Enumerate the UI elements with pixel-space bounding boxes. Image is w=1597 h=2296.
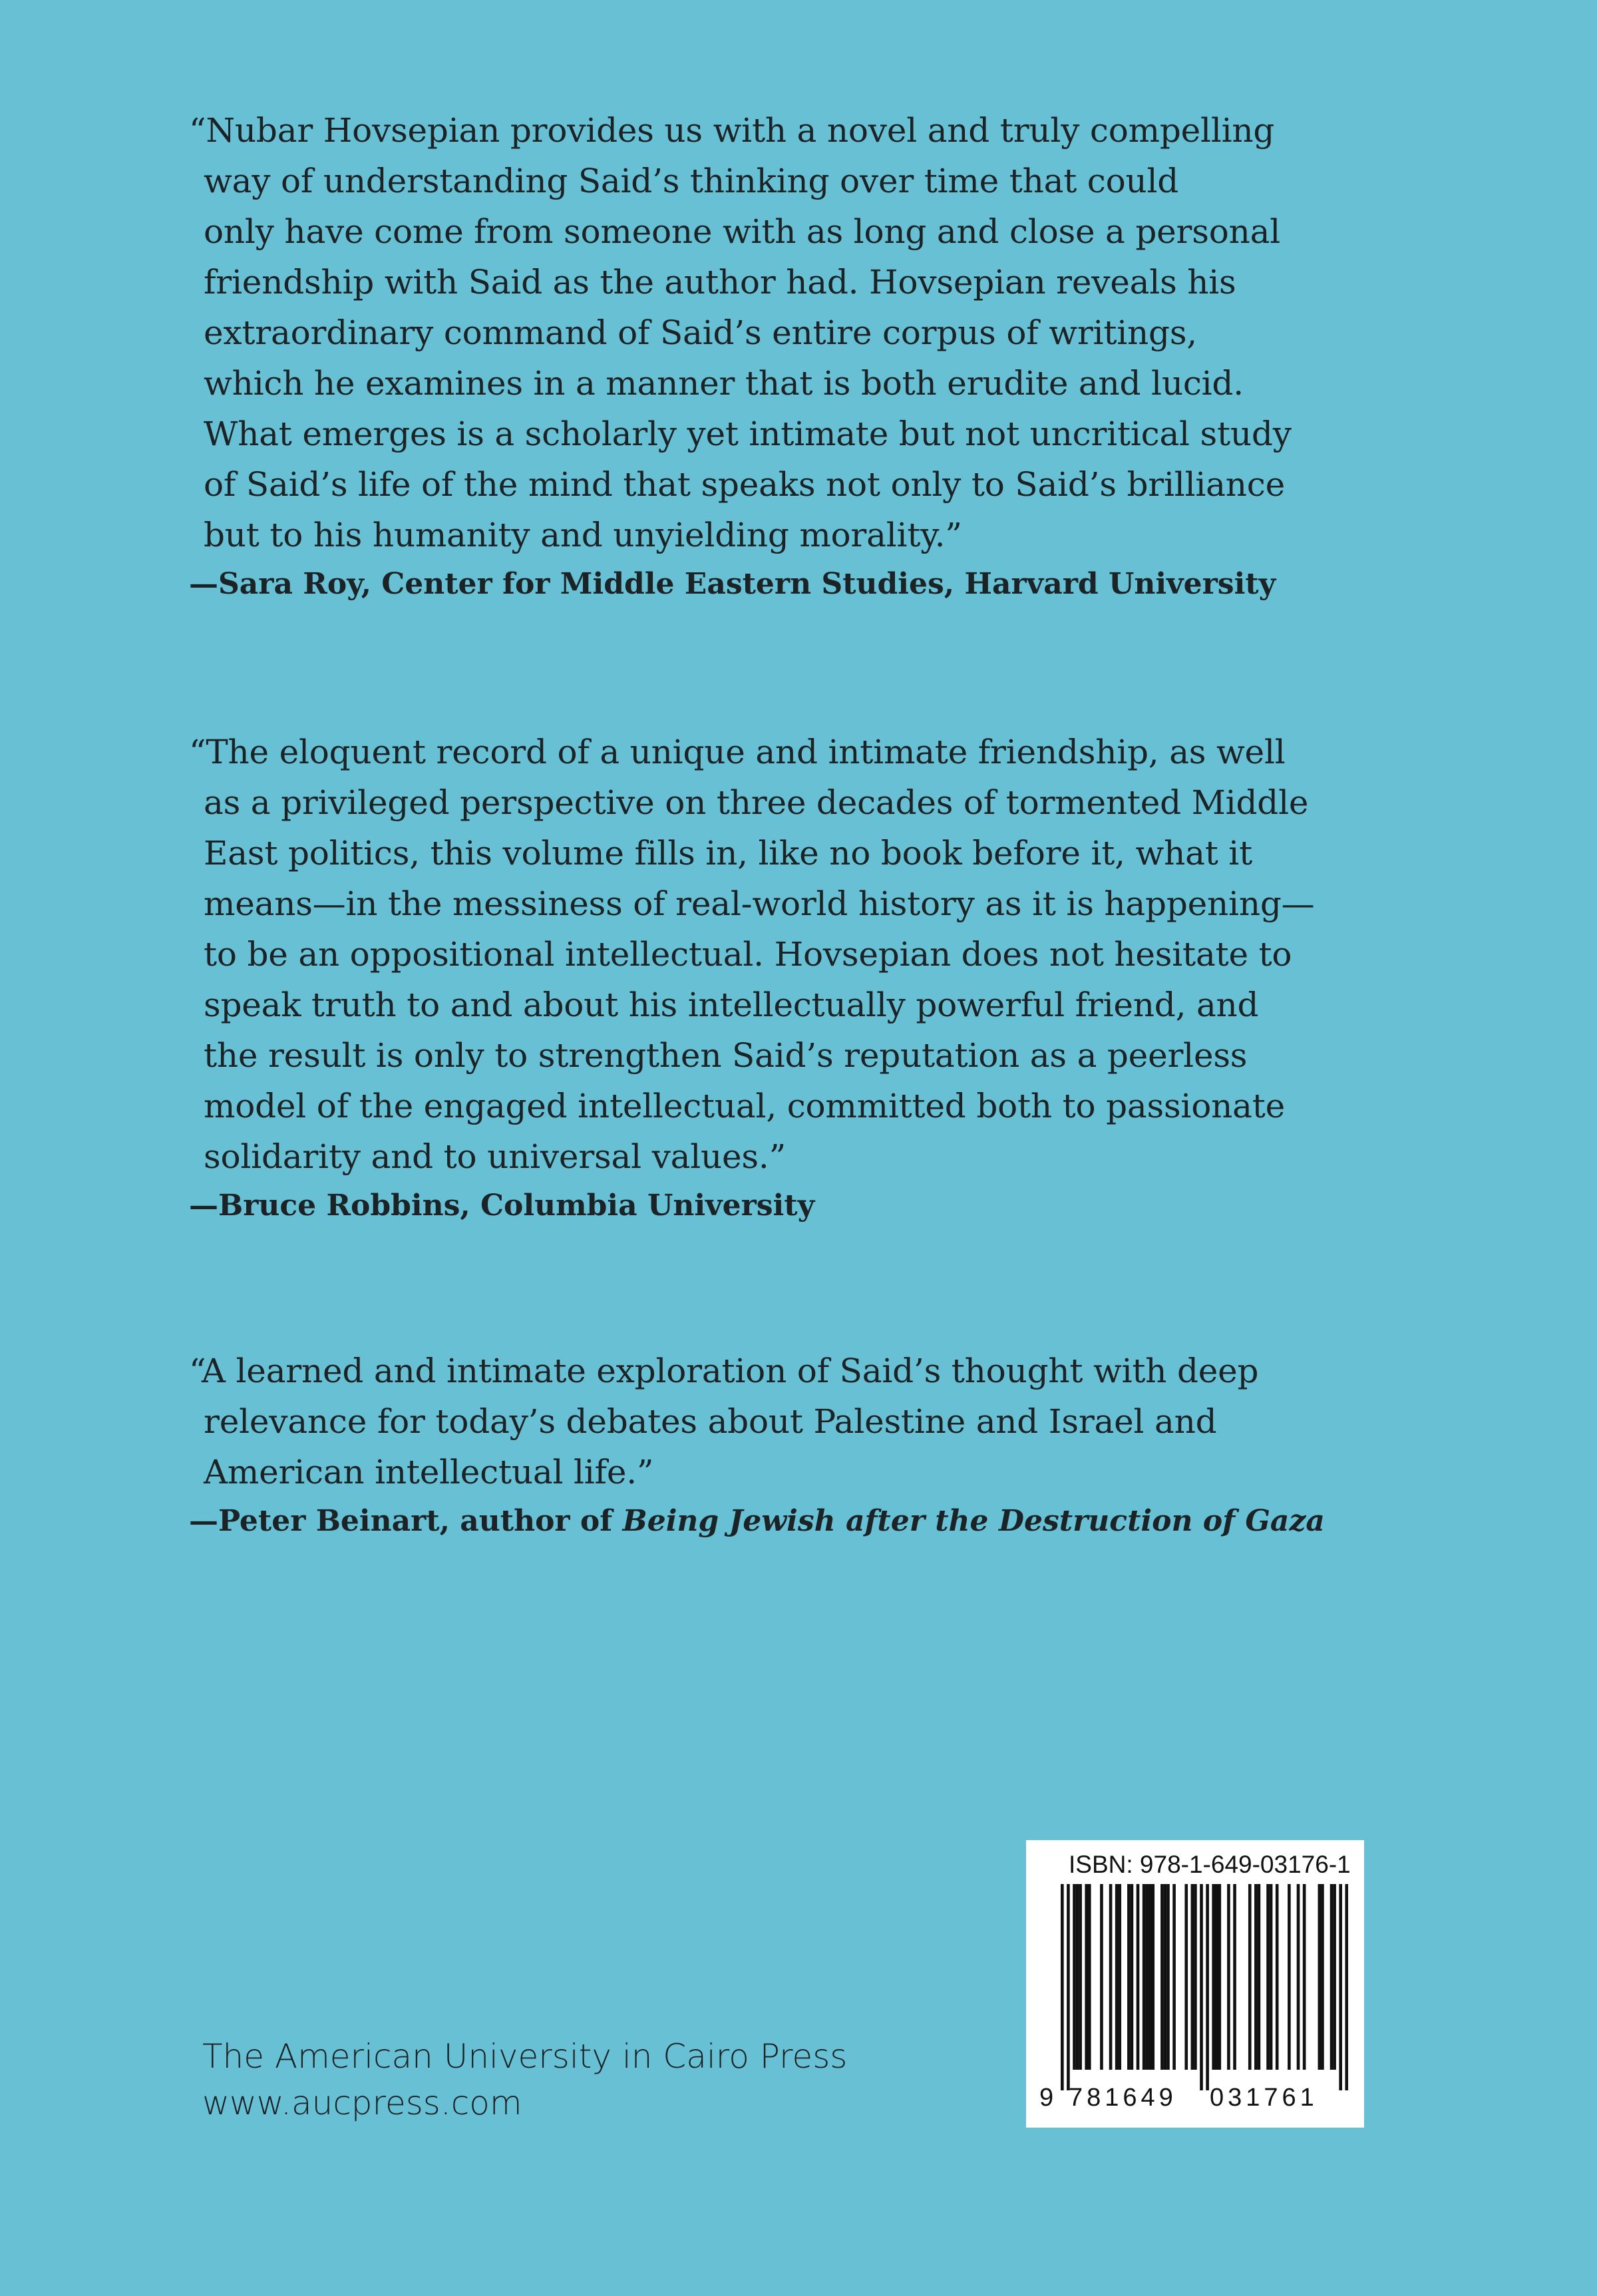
barcode-bars: [1061, 1884, 1348, 2090]
barcode-bar: [1321, 1884, 1324, 2070]
barcode-bar: [1215, 1884, 1218, 2070]
barcode-bar: [1227, 1884, 1230, 2070]
barcode-bar: [1166, 1884, 1170, 2070]
quote-line: “The eloquent record of a unique and intimate friendship, as well: [189, 733, 1286, 771]
barcode-bar: [1127, 1884, 1131, 2070]
barcode-bar: [1297, 1884, 1300, 2070]
quote-line: as a privileged perspective on three decades of tormented Middle: [204, 783, 1309, 822]
barcode-bar: [1258, 1884, 1261, 2070]
barcode-bar: [1288, 1884, 1291, 2070]
blurb-sara-roy: [189, 105, 1413, 606]
quote-line: only have come from someone with as long and close a personal: [204, 212, 1281, 251]
barcode-digits-left: 781649: [1069, 2084, 1177, 2112]
blurb-attribution: —Bruce Robbins, Columbia University: [189, 1189, 815, 1223]
barcode-bar: [1266, 1884, 1270, 2070]
barcode-bar: [1248, 1884, 1252, 2070]
barcode-bar: [1100, 1884, 1103, 2070]
blurb-attribution: —Sara Roy, Center for Middle Eastern Studies, Harvard University: [189, 567, 1276, 601]
barcode-bar: [1149, 1884, 1152, 2070]
barcode-bar: [1067, 1884, 1070, 2090]
quote-line: which he examines in a manner that is both erudite and lucid.: [204, 364, 1244, 403]
barcode-digits: [1026, 2084, 1364, 2121]
publisher-name: The American University in Cairo Press: [202, 2037, 848, 2076]
barcode-bar: [1254, 1884, 1258, 2070]
blurb-attribution: [189, 1500, 1413, 1543]
barcode-bar: [1115, 1884, 1119, 2070]
barcode-bar: [1076, 1884, 1079, 2070]
barcode-bar: [1109, 1884, 1113, 2070]
barcode-bar: [1303, 1884, 1306, 2070]
blurb-bruce-robbins: [189, 727, 1413, 1227]
quote-line: model of the engaged intellectual, committed both to passionate: [204, 1087, 1286, 1125]
barcode-bar: [1318, 1884, 1322, 2070]
blurb-peter-beinart: [189, 1346, 1413, 1543]
barcode-bar: [1061, 1884, 1064, 2090]
barcode-bar: [1118, 1884, 1121, 2070]
quote-line: means—in the messiness of real-world history as it is happening—: [204, 884, 1315, 923]
barcode-bar: [1200, 1884, 1203, 2090]
quote-line: East politics, this volume fills in, like no book before it, what it: [204, 834, 1252, 872]
barcode-bar: [1218, 1884, 1221, 2070]
barcode-digits-right: 031761: [1210, 2084, 1318, 2112]
quote-line: way of understanding Said’s thinking over time that could: [204, 162, 1179, 200]
barcode-digit-first: 9: [1039, 2084, 1054, 2112]
quote-line: friendship with Said as the author had. Hovsepian reveals his: [204, 263, 1236, 301]
barcode-bar: [1145, 1884, 1149, 2070]
barcode-bar: [1143, 1884, 1146, 2070]
attribution-book-title: Being Jewish after the Destruction of Gaza: [622, 1504, 1325, 1538]
isbn-label: ISBN: 978-1-649-03176-1: [1069, 1851, 1351, 1878]
barcode-bar: [1164, 1884, 1167, 2070]
barcode-bar: [1184, 1884, 1188, 2070]
attribution-text: —Peter Beinart, author of: [189, 1504, 623, 1538]
quote-line: relevance for today’s debates about Palestine and Israel and: [204, 1402, 1217, 1441]
barcode-bar: [1151, 1884, 1154, 2070]
barcode-bar: [1160, 1884, 1164, 2070]
barcode-bar: [1330, 1884, 1333, 2070]
barcode-bar: [1276, 1884, 1279, 2070]
quote-line: speak truth to and about his intellectually powerful friend, and: [204, 986, 1259, 1024]
quote-line: to be an oppositional intellectual. Hovsepian does not hesitate to: [204, 935, 1292, 974]
quote-line: extraordinary command of Said’s entire corpus of writings,: [204, 313, 1197, 352]
barcode-bar: [1172, 1884, 1176, 2070]
barcode-box: [1026, 1840, 1364, 2128]
barcode-bar: [1339, 1884, 1342, 2090]
barcode-bar: [1131, 1884, 1134, 2070]
quote-line: the result is only to strengthen Said’s reputation as a peerless: [204, 1036, 1248, 1075]
quote-line: of Said’s life of the mind that speaks not only to Said’s brilliance: [204, 465, 1285, 504]
barcode-bar: [1212, 1884, 1215, 2070]
barcode-bar: [1088, 1884, 1091, 2070]
quote-line: but to his humanity and unyielding morality.”: [204, 516, 962, 554]
barcode-bar: [1233, 1884, 1236, 2070]
barcode-bar: [1194, 1884, 1197, 2070]
quote-line: American intellectual life.”: [204, 1453, 654, 1491]
barcode-bar: [1206, 1884, 1209, 2090]
barcode-bar: [1073, 1884, 1076, 2070]
barcode-bar: [1191, 1884, 1194, 2070]
barcode-bar: [1079, 1884, 1082, 2070]
quote-line: “Nubar Hovsepian provides us with a novel and truly compelling: [189, 111, 1275, 150]
quote-line: “A learned and intimate exploration of Said’s thought with deep: [189, 1352, 1259, 1390]
barcode-bar: [1085, 1884, 1088, 2070]
barcode-bar: [1345, 1884, 1348, 2090]
publisher-info: [202, 2033, 847, 2126]
quote-line: solidarity and to universal values.”: [204, 1137, 786, 1176]
barcode-bar: [1333, 1884, 1336, 2070]
barcode-bar: [1137, 1884, 1140, 2070]
barcode-bar: [1270, 1884, 1273, 2070]
quote-line: What emerges is a scholarly yet intimate but not uncritical study: [204, 415, 1292, 453]
publisher-website: www.aucpress.com: [202, 2084, 522, 2122]
